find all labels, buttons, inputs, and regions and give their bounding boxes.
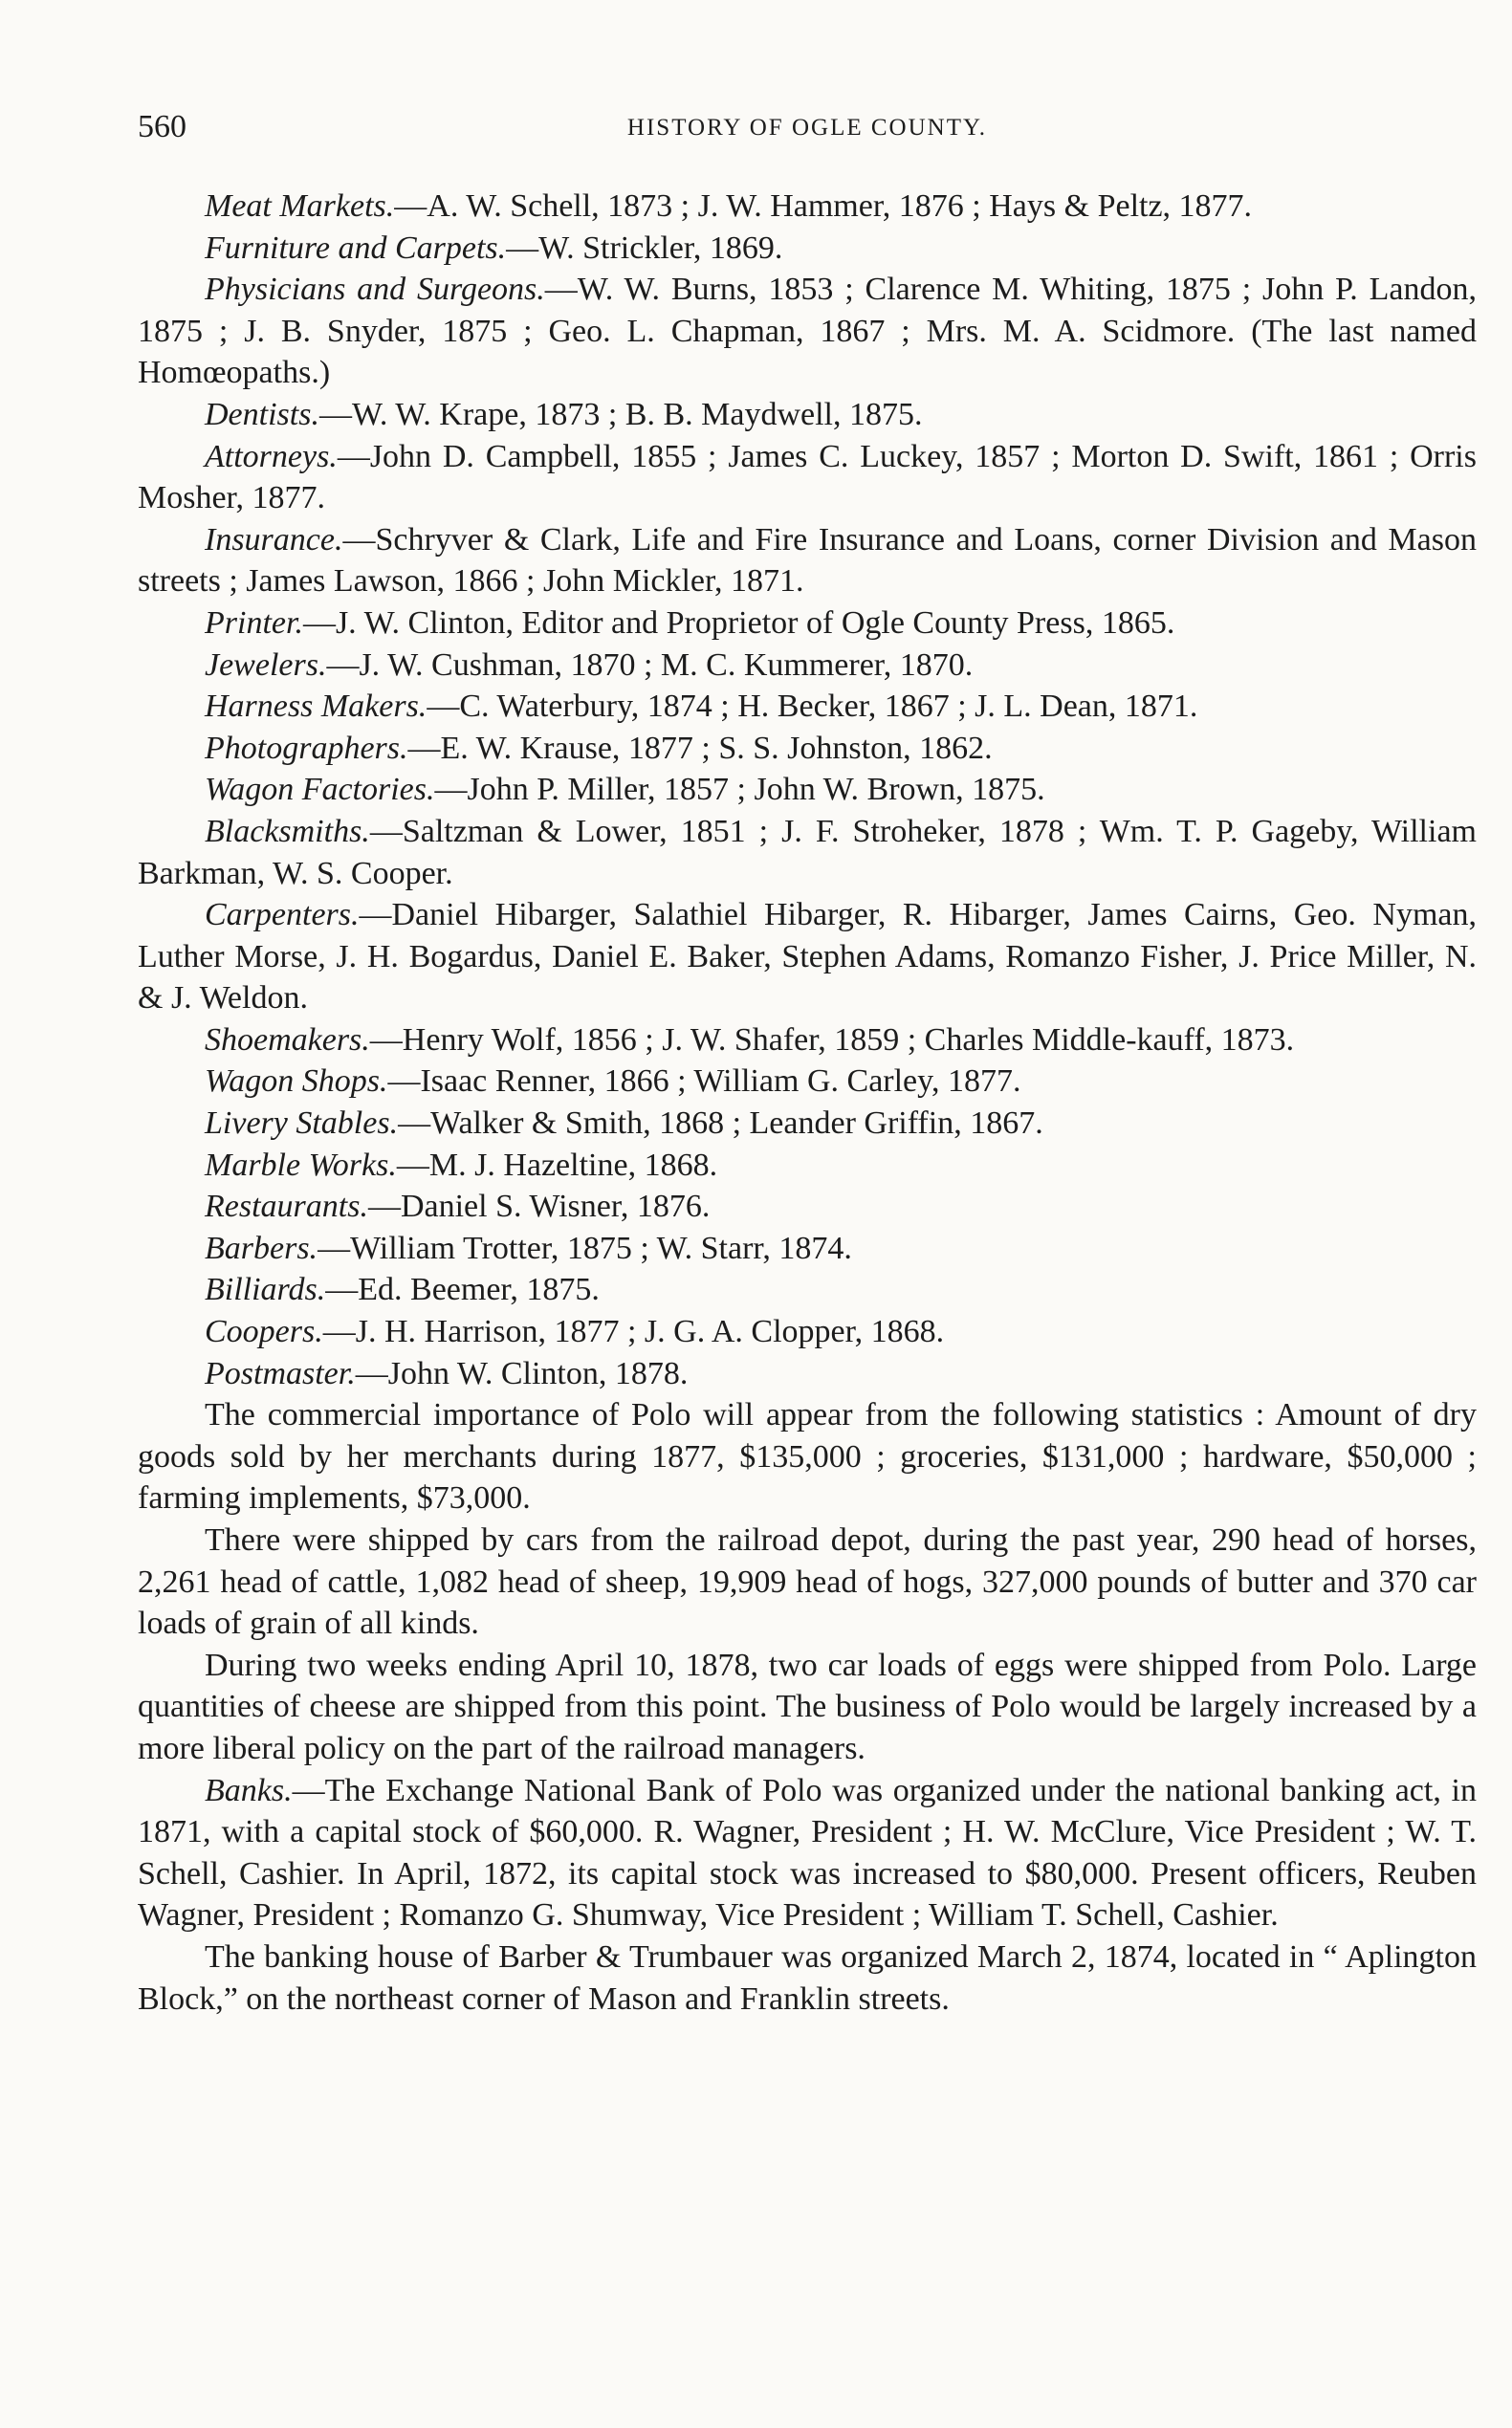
entry-text: —Isaac Renner, 1866 ; William G. Carley, 1877. — [387, 1063, 1021, 1100]
entry-photographers — [138, 728, 1477, 770]
entry-heading: Shoemakers. — [205, 1021, 370, 1058]
page-number: 560 — [138, 109, 186, 144]
entry-text: —Ed. Beemer, 1875. — [325, 1272, 600, 1308]
entry-heading: Blacksmiths. — [205, 813, 370, 849]
entry-livery-stables — [138, 1103, 1477, 1145]
entry-text: —J. W. Cushman, 1870 ; M. C. Kummerer, 1870. — [326, 646, 974, 683]
entry-meat-markets — [138, 186, 1477, 228]
entry-text: There were shipped by cars from the railroad depot, during the past year, 290 head of horses, 2,261 head of cattle, 1,082 head of sheep, 19,909 head of hogs, 327,000 pounds of butter and 370 car loads of grain of all kinds. — [138, 1522, 1477, 1642]
entry-text: The commercial importance of Polo will appear from the following statistics : Amount of dry goods sold by her merchants during 1877, $135,000 ; groceries, $131,000 ; hardware, $50,000 ; farming implements, $73,000. — [138, 1397, 1477, 1517]
entry-text: —Saltzman & Lower, 1851 ; J. F. Stroheker, 1878 ; Wm. T. P. Gageby, William Barkman, W. S. Cooper. — [138, 813, 1477, 891]
paragraph-commercial-importance — [138, 1394, 1477, 1520]
paragraph-eggs-cheese — [138, 1645, 1477, 1770]
entry-heading: Postmaster. — [205, 1355, 356, 1391]
entry-wagon-shops — [138, 1061, 1477, 1103]
entry-heading: Attorneys. — [205, 438, 338, 474]
entry-heading: Furniture and Carpets. — [205, 230, 507, 266]
entry-blacksmiths — [138, 811, 1477, 894]
entry-text: —Henry Wolf, 1856 ; J. W. Shafer, 1859 ; Charles Middle-kauff, 1873. — [369, 1021, 1295, 1058]
entry-heading: Wagon Factories. — [205, 772, 435, 808]
running-title: HISTORY OF OGLE COUNTY. — [626, 115, 988, 141]
entry-heading: Marble Works. — [205, 1147, 397, 1183]
entry-billiards — [138, 1269, 1477, 1311]
entry-text: —A. W. Schell, 1873 ; J. W. Hammer, 1876 ; Hays & Peltz, 1877. — [394, 188, 1253, 224]
entry-text: —Walker & Smith, 1868 ; Leander Griffin, 1867. — [398, 1105, 1043, 1142]
entry-heading: Printer. — [205, 604, 303, 641]
entry-heading: Restaurants. — [205, 1189, 368, 1225]
paragraph-barber-trumbauer — [138, 1936, 1477, 2020]
entry-attorneys — [138, 436, 1477, 519]
entry-text: —C. Waterbury, 1874 ; H. Becker, 1867 ; J. L. Dean, 1871. — [427, 689, 1198, 725]
entry-heading: Billiards. — [205, 1272, 326, 1308]
entry-jewelers — [138, 645, 1477, 687]
entry-text: —John D. Campbell, 1855 ; James C. Luckey, 1857 ; Morton D. Swift, 1861 ; Orris Mosher, 1877. — [138, 438, 1477, 516]
entry-heading: Dentists. — [205, 396, 319, 432]
entry-heading: Barbers. — [205, 1230, 318, 1266]
entry-heading: Carpenters. — [205, 897, 360, 933]
paragraph-shipments — [138, 1520, 1477, 1645]
entry-heading: Coopers. — [205, 1314, 323, 1350]
entry-carpenters — [138, 894, 1477, 1019]
entry-text: —M. J. Hazeltine, 1868. — [396, 1147, 718, 1183]
entry-insurance — [138, 519, 1477, 602]
entry-heading: Harness Makers. — [205, 689, 427, 725]
entry-text: The banking house of Barber & Trumbauer was organized March 2, 1874, located in “ Aplington Block,” on the northeast corner of Mason and Franklin streets. — [138, 1938, 1477, 2017]
entry-text: —W. W. Krape, 1873 ; B. B. Maydwell, 1875. — [318, 396, 923, 432]
entry-banks — [138, 1770, 1477, 1936]
entry-postmaster — [138, 1353, 1477, 1395]
entry-heading: Insurance. — [205, 521, 343, 558]
entry-harness-makers — [138, 686, 1477, 728]
entry-physicians — [138, 269, 1477, 394]
entry-text: —W. Strickler, 1869. — [506, 230, 783, 266]
entry-text: —William Trotter, 1875 ; W. Starr, 1874. — [318, 1230, 852, 1266]
entry-text: —E. W. Krause, 1877 ; S. S. Johnston, 1862. — [407, 730, 993, 766]
entry-restaurants — [138, 1186, 1477, 1228]
entry-furniture — [138, 228, 1477, 270]
entry-text: —Schryver & Clark, Life and Fire Insurance and Loans, corner Division and Mason streets ; James Lawson, 1866 ; John Mickler, 1871. — [138, 521, 1477, 600]
entry-heading: Photographers. — [205, 730, 408, 766]
entry-text: —Daniel Hibarger, Salathiel Hibarger, R. Hibarger, James Cairns, Geo. Nyman, Luther Morse, J. H. Bogardus, Daniel E. Baker, Stephen Adams, Romanzo Fisher, J. Price Miller, N. & J. Weldon. — [138, 897, 1477, 1017]
entry-heading: Meat Markets. — [205, 188, 395, 224]
entry-text: —John W. Clinton, 1878. — [355, 1355, 689, 1391]
entry-heading: Livery Stables. — [205, 1105, 399, 1142]
entry-dentists — [138, 394, 1477, 436]
running-head — [138, 109, 1477, 157]
entry-text: —John P. Miller, 1857 ; John W. Brown, 1875. — [434, 772, 1045, 808]
entry-heading: Wagon Shops. — [205, 1063, 388, 1100]
entry-wagon-factories — [138, 769, 1477, 811]
entry-text: —W. W. Burns, 1853 ; Clarence M. Whiting, 1875 ; John P. Landon, 1875 ; J. B. Snyder, 1875 ; Geo. L. Chapman, 1867 ; Mrs. M. A. Scidmore. (The last named Homœopaths.) — [138, 272, 1477, 391]
entry-barbers — [138, 1228, 1477, 1270]
entry-text: —The Exchange National Bank of Polo was organized under the national banking act, in 1871, with a capital stock of $60,000. R. Wagner, President ; H. W. McClure, Vice President ; W. T. Schell, Cashier. In April, 1872, its capital stock was increased to $80,000. Present officers, Reuben Wagner, President ; Romanzo G. Shumway, Vice President ; William T. Schell, Cashier. — [138, 1772, 1477, 1934]
body-text — [138, 186, 1477, 2020]
entry-text: —J. H. Harrison, 1877 ; J. G. A. Clopper, 1868. — [322, 1314, 945, 1350]
book-page — [138, 109, 1477, 2020]
entry-coopers — [138, 1311, 1477, 1353]
entry-printer — [138, 602, 1477, 645]
entry-shoemakers — [138, 1019, 1477, 1061]
entry-heading: Physicians and Surgeons. — [205, 272, 545, 308]
entry-heading: Jewelers. — [205, 646, 327, 683]
entry-heading: Banks. — [205, 1772, 293, 1808]
entry-marble-works — [138, 1145, 1477, 1187]
entry-text: During two weeks ending April 10, 1878, two car loads of eggs were shipped from Polo. Large quantities of cheese are shipped from this point. The business of Polo would be largely increased by a more liberal policy on the part of the railroad managers. — [138, 1647, 1477, 1766]
entry-text: —Daniel S. Wisner, 1876. — [367, 1189, 711, 1225]
entry-text: —J. W. Clinton, Editor and Proprietor of Ogle County Press, 1865. — [302, 604, 1175, 641]
